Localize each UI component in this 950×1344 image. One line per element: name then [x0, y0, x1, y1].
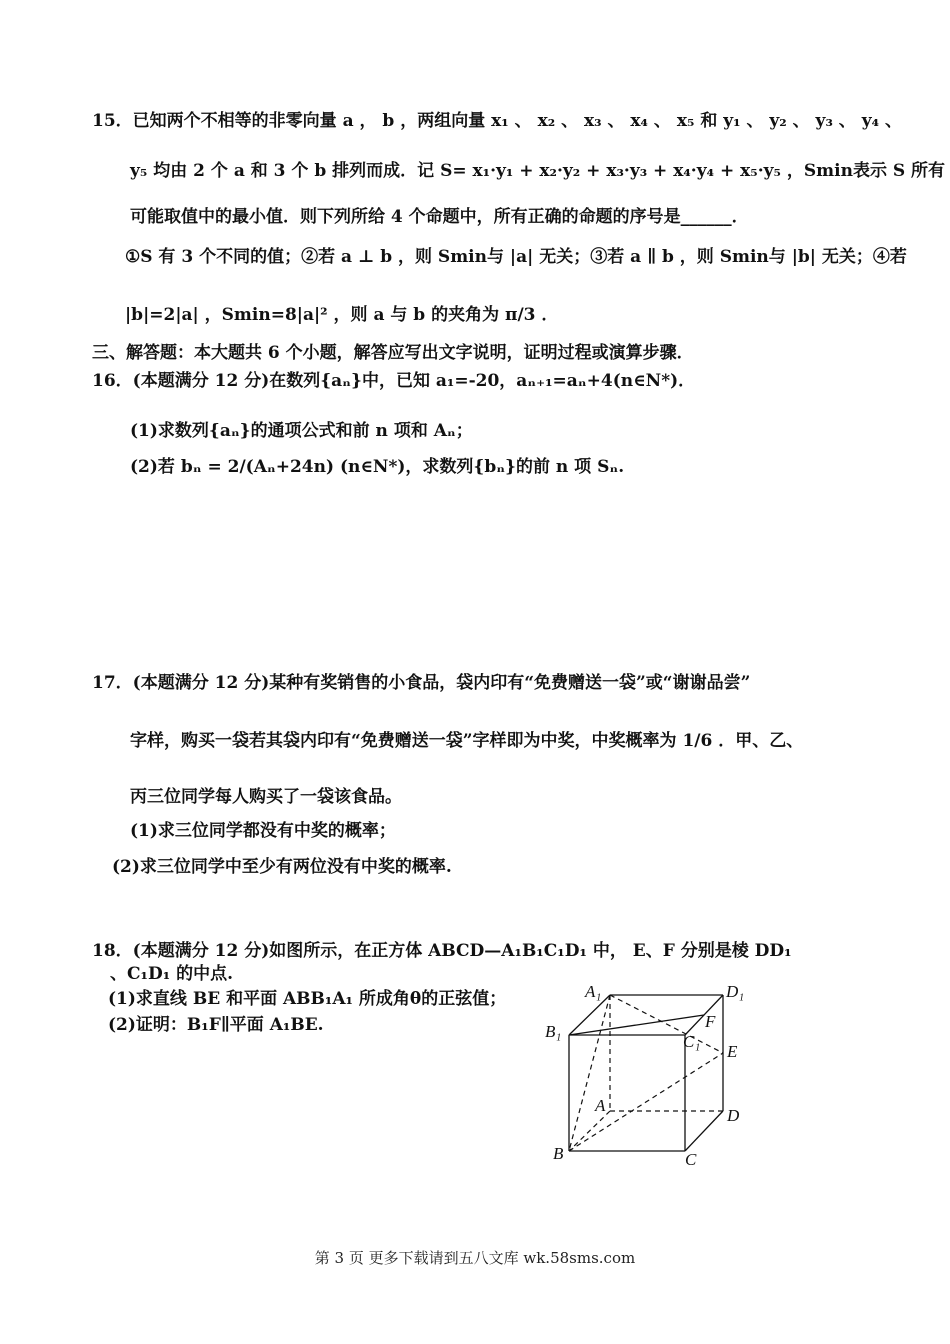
q16-line3: (2)若 bₙ = 2/(Aₙ+24n) (n∈N*)，求数列{bₙ}的前 n 项 Sₙ.	[130, 457, 625, 477]
label-A: A	[595, 1096, 606, 1115]
label-D: D	[727, 1106, 740, 1125]
q17-line5: (2)求三位同学中至少有两位没有中奖的概率.	[112, 857, 452, 877]
q18-line4: (2)证明：B₁F∥平面 A₁BE.	[108, 1015, 324, 1035]
q17-line3: 丙三位同学每人购买了一袋该食品。	[130, 787, 402, 807]
q18-line3: (1)求直线 BE 和平面 ABB₁A₁ 所成角θ的正弦值；	[108, 989, 507, 1009]
q18-line2: 、C₁D₁ 的中点.	[110, 964, 234, 984]
label-D1: D₁	[726, 982, 745, 1001]
page-footer: 第 3 页 更多下载请到五八文库 wk.58sms.com	[314, 1249, 636, 1267]
section-3-heading: 三、解答题：本大题共 6 个小题，解答应写出文字说明，证明过程或演算步骤．	[92, 343, 694, 363]
label-A1: A₁	[585, 982, 602, 1001]
q17-line2: 字样，购买一袋若其袋内印有“免费赠送一袋”字样即为中奖，中奖概率为 1/6 ．甲、乙、	[130, 731, 804, 751]
q18-line1: 18．(本题满分 12 分)如图所示，在正方体 ABCD—A₁B₁C₁D₁ 中， E、F 分别是棱 DD₁	[92, 941, 792, 961]
label-B1: B₁	[545, 1022, 562, 1041]
q15-line2: y₅ 均由 2 个 a 和 3 个 b 排列而成．记 S= x₁·y₁ + x₂·y₂ + x₃·y₃ + x₄·y₄ + x₅·y₅ ，Smin表示 S 所有	[130, 161, 946, 181]
label-C1: C₁	[683, 1032, 701, 1051]
label-C: C	[685, 1150, 697, 1165]
q15-line4: ①S 有 3 个不同的值；②若 a ⊥ b ，则 Smin与 |a| 无关；③若 a ∥ b ，则 Smin与 |b| 无关；④若	[125, 247, 907, 267]
label-E: E	[727, 1042, 738, 1061]
q15-line1: 15．已知两个不相等的非零向量 a ， b ，两组向量 x₁ 、 x₂ 、 x₃ 、 x₄ 、 x₅ 和 y₁ 、 y₂ 、 y₃ 、 y₄ 、	[92, 111, 902, 131]
q17-line1: 17．(本题满分 12 分)某种有奖销售的小食品，袋内印有“免费赠送一袋”或“谢谢品尝”	[92, 673, 751, 693]
q15-line5: |b|=2|a| ，Smin=8|a|² ，则 a 与 b 的夹角为 π/3 ．	[125, 305, 559, 325]
q16-line2: (1)求数列{aₙ}的通项公式和前 n 项和 Aₙ；	[130, 421, 473, 441]
q16-line1: 16．(本题满分 12 分)在数列{aₙ}中，已知 a₁=-20，aₙ₊₁=aₙ+4(n∈N*)．	[92, 371, 696, 391]
q15-line3: 可能取值中的最小值．则下列所给 4 个命题中，所有正确的命题的序号是______．	[130, 207, 749, 227]
cube-figure	[545, 975, 775, 1165]
q17-line4: (1)求三位同学都没有中奖的概率；	[130, 821, 396, 841]
label-F: F	[705, 1012, 716, 1031]
label-B: B	[553, 1144, 564, 1163]
